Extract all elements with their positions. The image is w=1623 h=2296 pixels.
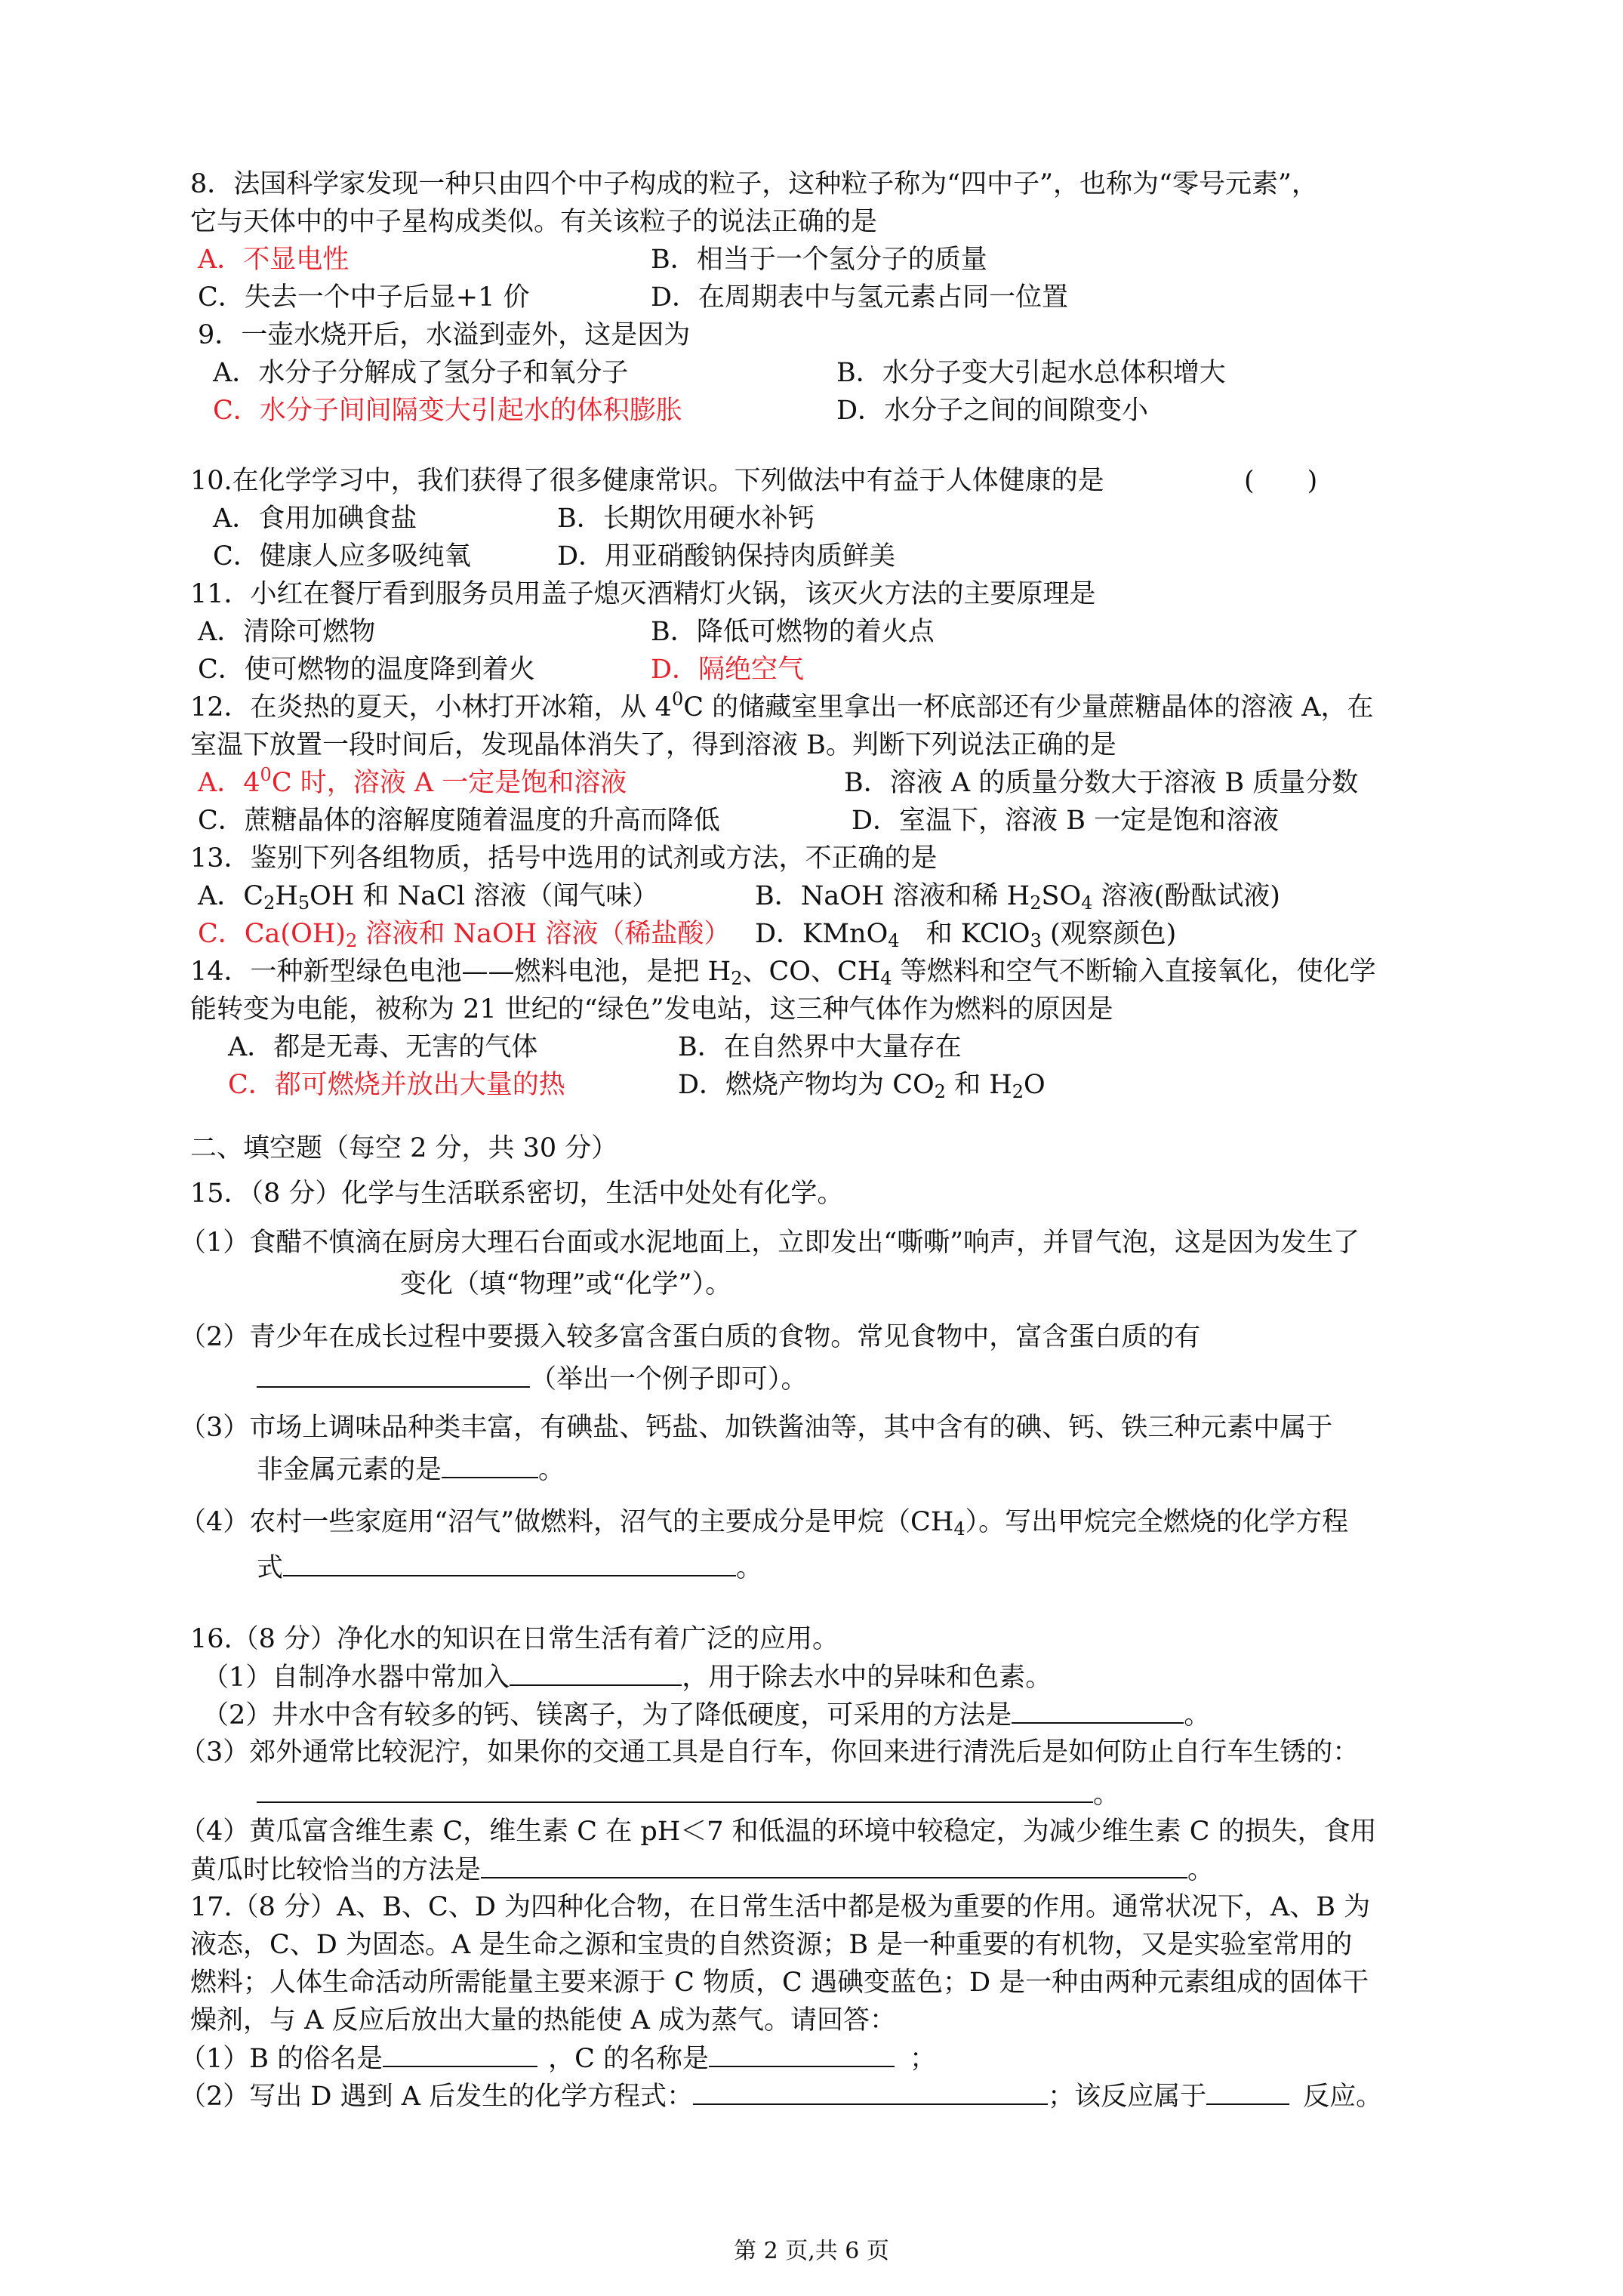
q16-part1: （1）自制净水器中常加入 ，用于除去水中的异味和色素。 [202, 1659, 1052, 1696]
q16-part4-line2: 黄瓜时比较恰当的方法是 。 [190, 1851, 1214, 1888]
q16-part3: （3）郊外通常比较泥泞，如果你的交通工具是自行车，你回来进行清洗后是如何防止自行车生锈的： [180, 1737, 1360, 1767]
q14-option-d: D．燃烧产物均为 $CO_2$ 和 $H_2O$ [678, 1070, 1046, 1102]
q11-option-c: C．使可燃物的温度降到着火 [198, 655, 535, 685]
q9-option-d: D．水分子之间的间隙变小 [836, 396, 1149, 426]
q17-blank-b-common-name[interactable] [383, 2040, 537, 2067]
q14-option-c: C．都可燃烧并放出大量的热 [228, 1070, 565, 1100]
q17-blank-reaction-type[interactable] [1206, 2078, 1289, 2105]
q15-part1-line2: 变化（填“物理”或“化学”）。 [400, 1269, 732, 1299]
q11-option-d: D．隔绝空气 [651, 655, 805, 685]
q16-blank-adsorbent[interactable] [510, 1659, 682, 1686]
q15-part4-line1: （4）农村一些家庭用“沼气”做燃料，沼气的主要成分是甲烷$(CH_4)$。写出甲烷完全燃烧的化学方程 [180, 1507, 1349, 1539]
q8-option-b: B．相当于一个氢分子的质量 [651, 245, 987, 275]
q8-option-d: D．在周期表中与氢元素占同一位置 [651, 282, 1069, 313]
q17-blank-equation[interactable] [693, 2078, 1048, 2105]
q12-option-b: B．溶液 A 的质量分数大于溶液 B 质量分数 [844, 768, 1359, 798]
q10-option-c: C．健康人应多吸纯氧 [213, 541, 471, 572]
q8-stem-line2: 它与天体中的中子星构成类似。有关该粒子的说法正确的是 [190, 207, 878, 237]
q14-stem-line2: 能转变为电能，被称为 21 世纪的“绿色”发电站，这三种气体作为燃料的原因是 [190, 994, 1113, 1025]
q12-option-a: A．$4^0C$ 时，溶液 A 一定是饱和溶液 [198, 764, 627, 798]
q16-part3-answer-line: 。 [257, 1776, 1119, 1813]
page-footer: 第 2 页,共 6 页 [734, 2238, 889, 2264]
q17-stem-line2: 液态，C、D 为固态。A 是生命之源和宝贵的自然资源；B 是一种重要的有机物，又是实验室常用的 [190, 1930, 1353, 1960]
q13-option-a: A．$C_2H_5OH$ 和 NaCl 溶液（闻气味） [198, 881, 659, 914]
q15-blank-equation[interactable] [283, 1549, 736, 1576]
q17-part1: （1）B 的俗名是 ，C 的名称是 ； [180, 2040, 936, 2077]
q17-part2: （2）写出 D 遇到 A 后发生的化学方程式： ；该反应属于 反应。 [180, 2078, 1382, 2115]
q13-option-c: C．$Ca(OH)_2$ 溶液和 NaOH 溶液（稀盐酸） [198, 919, 731, 951]
q11-option-a: A．清除可燃物 [198, 617, 376, 647]
q17-blank-c-name[interactable] [709, 2040, 895, 2067]
q14-option-a: A．都是无毒、无害的气体 [228, 1032, 538, 1062]
q15-stem: 15．（8 分）化学与生活联系密切，生活中处处有化学。 [190, 1179, 844, 1209]
q16-blank-rust-prevention[interactable] [257, 1776, 1093, 1803]
q14-option-b: B．在自然界中大量存在 [678, 1032, 962, 1062]
q9-option-c: C．水分子间间隔变大引起水的体积膨胀 [213, 396, 682, 426]
q17-stem-line3: 燃料；人体生命活动所需能量主要来源于 C 物质，C 遇碘变蓝色；D 是一种由两种元素组成的固体干 [190, 1968, 1369, 1998]
q10-option-d: D．用亚硝酸钠保持肉质鲜美 [557, 541, 896, 572]
q8-stem-line1: 8．法国科学家发现一种只由四个中子构成的粒子，这种粒子称为“四中子”，也称为“零号元素”， [190, 169, 1318, 199]
q16-stem: 16.（8 分）净化水的知识在日常生活有着广泛的应用。 [190, 1624, 839, 1654]
q8-option-c: C．失去一个中子后显+1 价 [198, 282, 530, 313]
q17-stem-line1: 17.（8 分）A、B、C、D 为四种化合物，在日常生活中都是极为重要的作用。通常状况下，A、B 为 [190, 1892, 1371, 1922]
q12-stem-line1: 12．在炎热的夏天，小林打开冰箱，从 $4^0C$ 的储藏室里拿出一杯底部还有少量蔗糖晶体的溶液 A，在 [190, 689, 1374, 723]
q9-option-a: A．水分子分解成了氢分子和氧分子 [213, 358, 629, 388]
q13-option-d: D．KMnO$_4$ 和 KClO$_3$ (观察颜色) [755, 919, 1177, 951]
q15-part2-line1: （2）青少年在成长过程中要摄入较多富含蛋白质的食物。常见食物中，富含蛋白质的有 [180, 1322, 1201, 1352]
q16-part2: （2）井水中含有较多的钙、镁离子，为了降低硬度，可采用的方法是 。 [202, 1697, 1210, 1734]
q13-option-b: B．NaOH 溶液和稀 $H_2SO_4$ 溶液(酚酞试液) [755, 881, 1280, 914]
q15-part3-line2: 非金属元素的是 。 [257, 1451, 565, 1488]
q15-blank-protein-food[interactable] [257, 1361, 530, 1388]
q17-stem-line4: 燥剂，与 A 反应后放出大量的热能使 A 成为蒸气。请回答： [190, 2005, 897, 2036]
q9-stem: 9．一壶水烧开后，水溢到壶外，这是因为 [198, 320, 691, 350]
q12-option-c: C．蔗糖晶体的溶解度随着温度的升高而降低 [198, 806, 720, 836]
q10-option-b: B．长期饮用硬水补钙 [557, 504, 815, 534]
q14-stem-line1: 14．一种新型绿色电池——燃料电池，是把 $H_2$、CO、$CH_4$ 等燃料和空气不断输入直接氧化，使化学 [190, 957, 1376, 989]
q11-option-b: B．降低可燃物的着火点 [651, 617, 935, 647]
q15-part4-line2: 式 。 [257, 1549, 762, 1586]
q11-stem: 11．小红在餐厅看到服务员用盖子熄灭酒精灯火锅，该灭火方法的主要原理是 [190, 579, 1096, 609]
q16-blank-cucumber-method[interactable] [481, 1851, 1187, 1878]
q13-stem: 13．鉴别下列各组物质，括号中选用的试剂或方法，不正确的是 [190, 843, 938, 874]
q16-part4-line1: （4）黄瓜富含维生素 C，维生素 C 在 pH＜7 和低温的环境中较稳定，为减少维生素 C 的损失，食用 [180, 1817, 1377, 1847]
q9-option-b: B．水分子变大引起水总体积增大 [836, 358, 1226, 388]
q15-part2-line2: （举出一个例子即可）。 [257, 1361, 808, 1398]
q15-blank-nonmetal[interactable] [442, 1451, 538, 1478]
q10-answer-paren: ( ) [1244, 466, 1318, 496]
q15-part3-line1: （3）市场上调味品种类丰富，有碘盐、钙盐、加铁酱油等，其中含有的碘、钙、铁三种元素中属于 [180, 1413, 1333, 1443]
q16-blank-softening[interactable] [1012, 1697, 1184, 1724]
section-2-heading: 二、填空题（每空 2 分，共 30 分） [190, 1133, 618, 1163]
q12-stem-line2: 室温下放置一段时间后，发现晶体消失了，得到溶液 B。判断下列说法正确的是 [190, 730, 1116, 760]
q12-option-d: D．室温下，溶液 B 一定是饱和溶液 [852, 806, 1280, 836]
q15-part1-line1: （1）食醋不慎滴在厨房大理石台面或水泥地面上，立即发出“嘶嘶”响声，并冒气泡，这是因为发生了 [180, 1228, 1360, 1258]
q10-stem: 10.在化学学习中，我们获得了很多健康常识。下列做法中有益于人体健康的是 [190, 466, 1104, 496]
q8-option-a: A．不显电性 [198, 245, 350, 275]
q10-option-a: A．食用加碘食盐 [213, 504, 417, 534]
